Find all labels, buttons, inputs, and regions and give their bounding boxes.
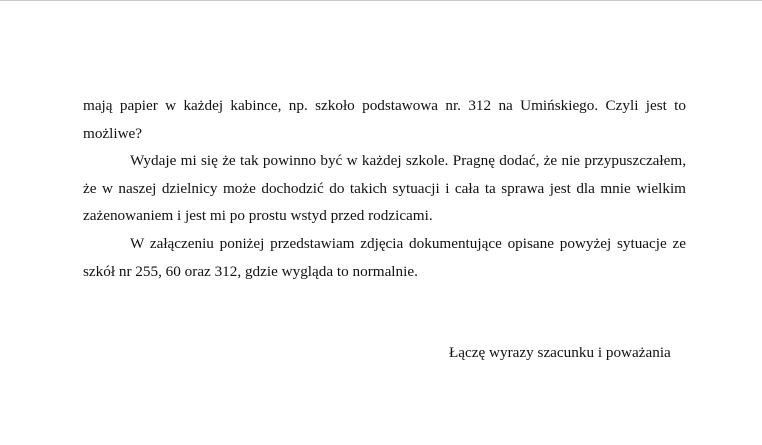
closing-salutation: Łączę wyrazy szacunku i poważania	[449, 344, 671, 361]
page-top-border	[0, 0, 762, 1]
paragraph-attachments: W załączeniu poniżej przedstawiam zdjęcia dokumentujące opisane powyżej sytuacje ze szkół nr 255, 60 oraz 312, gdzie wygląda to normalnie.	[83, 234, 686, 280]
paragraph-continuation: mają papier w każdej kabince, np. szkoło podstawowa nr. 312 na Umińskiego. Czyli jest to możliwe?	[83, 97, 686, 142]
document-body	[83, 92, 686, 285]
paragraph-school-standard: Wydaje mi się że tak powinno być w każdej szkole. Pragnę dodać, że nie przypuszczałem, że w naszej dzielnicy może dochodzić do takich sytuacji i cała ta sprawa jest dla mnie wielkim zażenowaniem i jest mi po prostu wstyd przed rodzicami.	[83, 152, 686, 225]
